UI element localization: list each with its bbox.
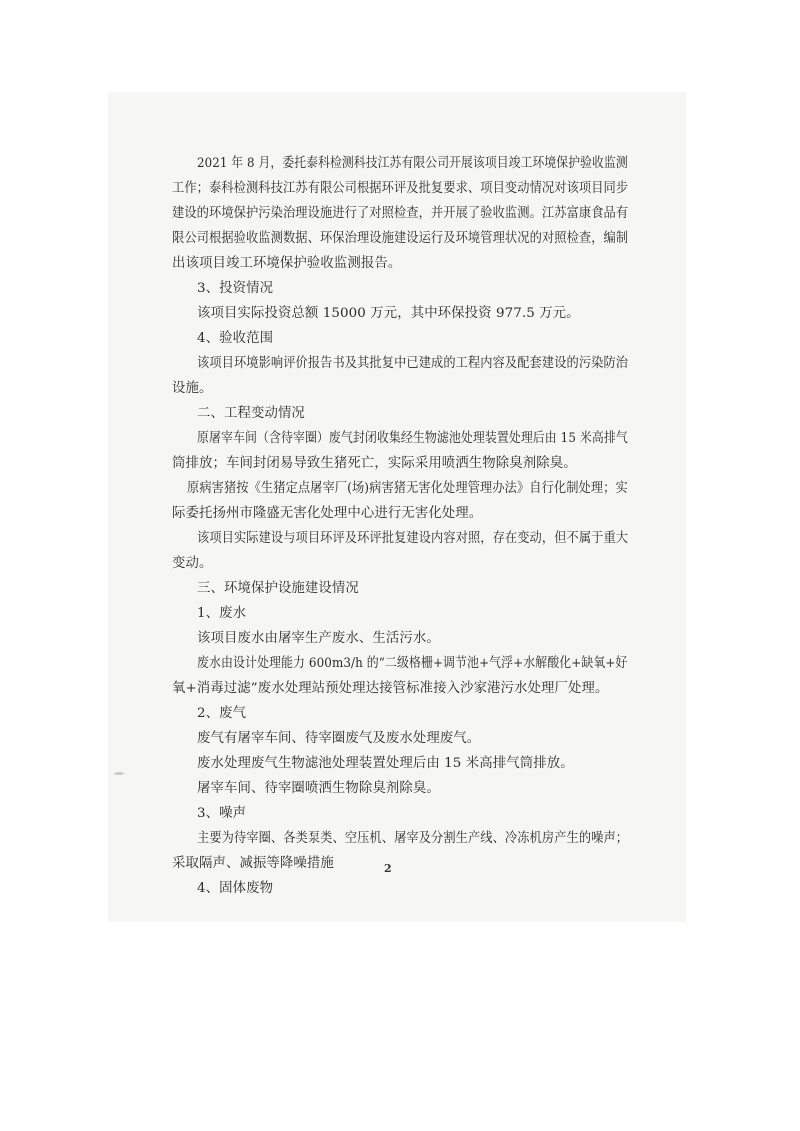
text-line: 该项目环境影响评价报告书及其批复中已建成的工程内容及配套建设的污染防治 — [197, 356, 629, 371]
text-line: 屠宰车间、待宰圈喷洒生物除臭剂除臭。 — [197, 781, 440, 796]
text-line: 采取隔声、减振等降噪措施 — [172, 856, 334, 871]
section-heading: 3、投资情况 — [197, 281, 274, 296]
text-line: 设施。 — [172, 381, 213, 396]
text-line: 出该项目竣工环境保护验收监测报告。 — [172, 256, 402, 271]
text-line: 原屠宰车间（含待宰圈）废气封闭收集经生物滤池处理装置处理后由 15 米高排气 — [197, 431, 628, 446]
text-line: 氧+消毒过滤”废水处理站预处理达接管标准接入沙家港污水处理厂处理。 — [172, 681, 609, 696]
text-line: 主要为待宰圈、各类泵类、空压机、屠宰及分割生产线、冷冻机房产生的噪声； — [197, 831, 629, 846]
section-heading: 4、验收范围 — [197, 331, 274, 346]
text-line: 际委托扬州市隆盛无害化处理中心进行无害化处理。 — [172, 506, 483, 521]
text-line: 筒排放；车间封闭易导致生猪死亡，实际采用喷洒生物除臭剂除臭。 — [172, 456, 577, 471]
section-heading: 3、噪声 — [197, 806, 247, 821]
text-line: 该项目废水由屠宰生产废水、生活污水。 — [197, 631, 440, 646]
text-line: 变动。 — [172, 556, 213, 571]
text-line: 工作；泰科检测科技江苏有限公司根据环评及批复要求、项目变动情况对该项目同步 — [172, 181, 629, 196]
text-line: 限公司根据验收监测数据、环保治理设施建设运行及环境管理状况的对照检查，编制 — [172, 231, 629, 246]
section-heading: 2、废气 — [197, 706, 247, 721]
text-line: 废气有屠宰车间、待宰圈废气及废水处理废气。 — [197, 731, 481, 746]
section-heading: 1、废水 — [197, 606, 247, 621]
text-line: 2021 年 8 月，委托泰科检测科技江苏有限公司开展该项目竣工环境保护验收监测 — [197, 156, 628, 171]
text-line: 该项目实际建设与项目环评及环评批复建设内容对照，存在变动，但不属于重大 — [197, 531, 629, 546]
section-heading: 二、工程变动情况 — [197, 406, 305, 421]
text-line: 废水由设计处理能力 600m3/h 的“二级格栅+调节池+气浮+水解酸化+缺氧+好 — [197, 656, 628, 671]
scan-speck — [114, 772, 124, 775]
section-heading: 三、环境保护设施建设情况 — [197, 581, 359, 596]
text-line: 废水处理废气生物滤池处理装置处理后由 15 米高排气筒排放。 — [197, 756, 574, 771]
text-line: 该项目实际投资总额 15000 万元，其中环保投资 977.5 万元。 — [197, 306, 580, 321]
text-line: 建设的环境保护污染治理设施进行了对照检查，并开展了验收监测。江苏富康食品有 — [172, 206, 629, 221]
page-number: 2 — [384, 862, 392, 875]
text-line: 原病害猪按《生猪定点屠宰厂(场)病害猪无害化处理管理办法》自行化制处理；实 — [187, 481, 628, 496]
section-heading: 4、固体废物 — [197, 881, 274, 896]
